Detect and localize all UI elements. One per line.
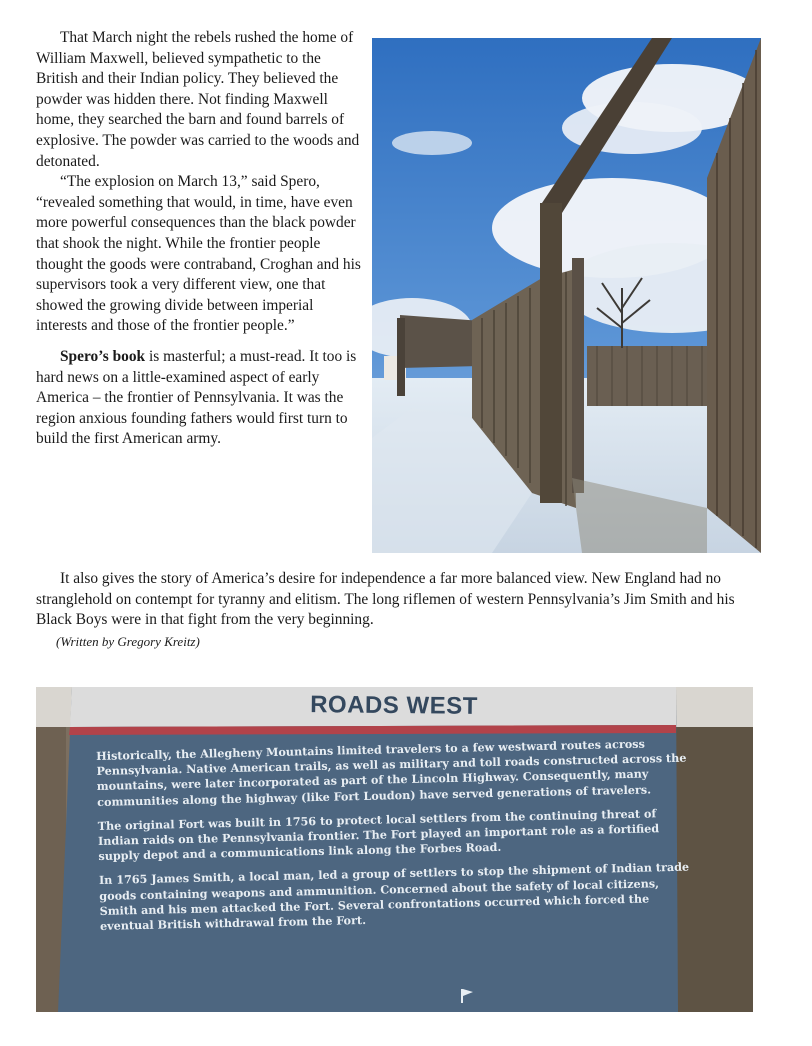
sign-paragraph-james-smith: In 1765 James Smith, a local man, led a group of settlers to stop the shipment of Indian trade goods containing weapons and ammunition. Concerned about the safety of local citizens, Smith and his men attacked the Fort. Several confrontations occurred which forced the eventual British withdrawal from the Fort.: [98, 859, 690, 933]
paragraph-maxwell-raid: That March night the rebels rushed the home of William Maxwell, believed sympathetic to the British and their Indian policy. They believed the powder was hidden there. Not finding Maxwell home, they searched the barn and found barrels of explosive. The powder was carried to the woods and detonated.: [36, 29, 360, 170]
article-column: [36, 28, 361, 450]
roads-west-sign-photo: [36, 687, 753, 1012]
article-closing-paragraph: [36, 569, 766, 631]
book-title-bold: Spero’s book: [60, 347, 146, 365]
sign-paragraph-fort: The original Fort was built in 1756 to protect local settlers from the continuing threat of Indian raids on the Pennsylvania frontier. The Fort played an important role as a fortified supply depot and a communications link along the Forbes Road.: [97, 806, 660, 864]
sign-body: [96, 735, 700, 943]
fort-loudon-stockade-photo: [372, 38, 761, 553]
sign-title: ROADS WEST: [310, 691, 478, 720]
book-review-text: is masterful; a must-read. It too is hard news on a little-examined aspect of early America – the frontier of Pennsylvania. It was the region anxious founding fathers would first turn to build the first American army.: [36, 347, 357, 448]
paragraph-spero-quote: “The explosion on March 13,” said Spero, “revealed something that would, in time, have even more powerful consequences than the black powder that shook the night. While the frontier people thought the goods were contraband, Croghan and his supervisors took a very different view, one that showed the growing divide between imperial interests and those of the frontier people.”: [36, 173, 361, 335]
paragraph-book-review: [36, 347, 361, 450]
paragraph-independence: It also gives the story of America’s desire for independence a far more balanced view. New England had no stranglehold on contempt for tyranny and elitism. The long riflemen of western Pennsylvania’s Jim Smith and his Black Boys were in that fight from the very beginning.: [36, 570, 735, 629]
author-byline: (Written by Gregory Kreitz): [56, 634, 200, 649]
sign-paragraph-routes: Historically, the Allegheny Mountains limited travelers to a few westward routes across Pennsylvania. Native American trails, as well as military and toll roads constructed across the mountains, were later incorporated as part of the Lincoln Highway. Consequently, many communities along the highway (like Fort Loudon) have served generations of travelers.: [96, 736, 687, 809]
